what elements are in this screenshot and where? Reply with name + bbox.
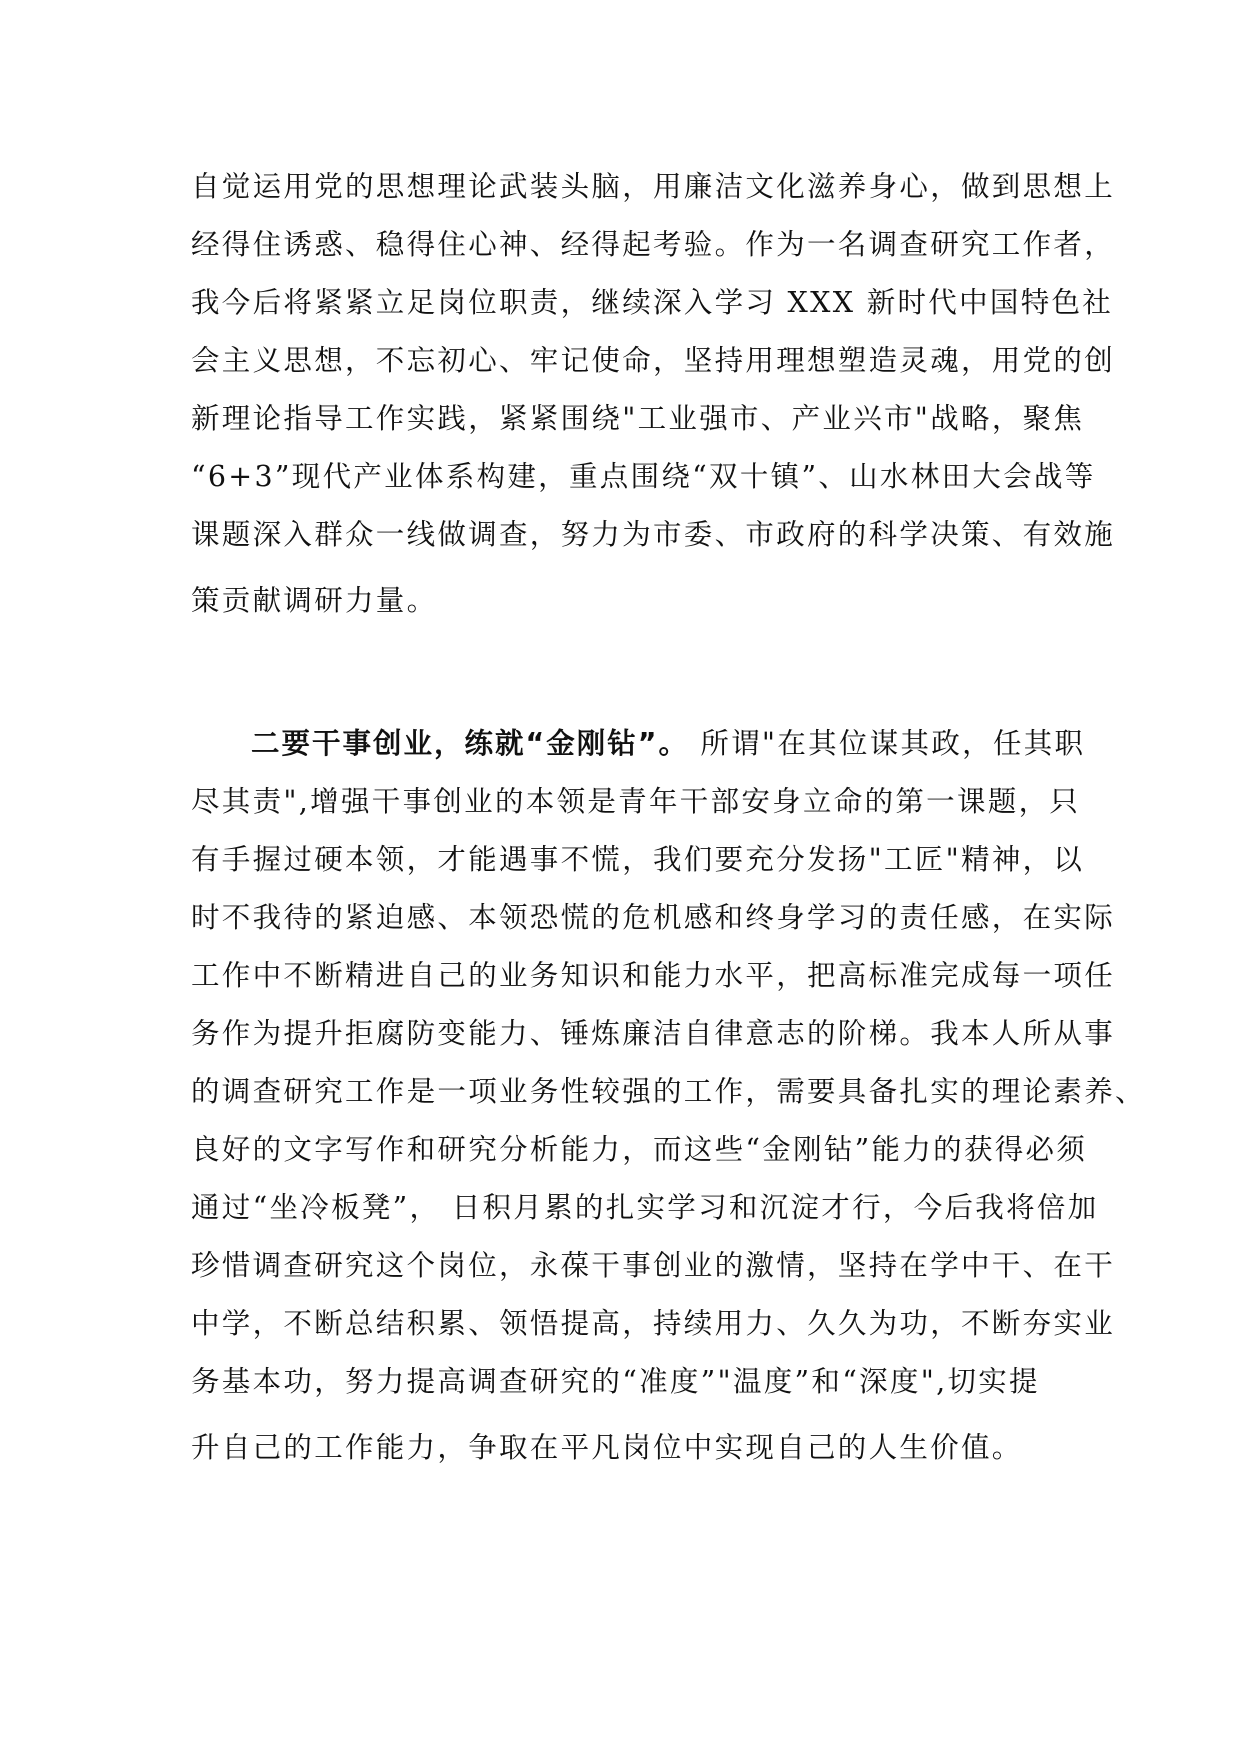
- paragraph-1: [191, 158, 1116, 630]
- text-line: 尽其责",增强干事创业的本领是青年干部安身立命的第一课题，只: [191, 785, 1081, 818]
- text-line: 时不我待的紧迫感、本领恐慌的危机感和终身学习的责任感，在实际: [191, 901, 1116, 934]
- text-line: 会主义思想，不忘初心、牢记使命，坚持用理想塑造灵魂，用党的创: [191, 344, 1116, 377]
- text-line: 的调查研究工作是一项业务性较强的工作，需要具备扎实的理论素养、: [191, 1075, 1146, 1108]
- paragraph-lead-heading: 二要干事创业，练就“金刚钻”。: [251, 727, 689, 760]
- text-line: 我今后将紧紧立足岗位职责，继续深入学习 XXX 新时代中国特色社: [191, 286, 1114, 319]
- text-line: 工作中不断精进自己的业务知识和能力水平，把高标准完成每一项任: [191, 959, 1116, 992]
- text-line: 升自己的工作能力，争取在平凡岗位中实现自己的人生价值。: [191, 1431, 1023, 1464]
- text-line: 务基本功，努力提高调查研究的“准度”"温度”和“深度",切实提: [191, 1365, 1040, 1398]
- text-line: 有手握过硬本领，才能遇事不慌，我们要充分发扬"工匠"精神，以: [191, 843, 1085, 876]
- text-line: 策贡献调研力量。: [191, 584, 438, 617]
- text-line-first: [191, 715, 1086, 773]
- paragraph-2: [191, 715, 1146, 1477]
- text-line: 自觉运用党的思想理论武装头脑，用廉洁文化滋养身心，做到思想上: [191, 170, 1116, 203]
- text-line: 务作为提升拒腐防变能力、锤炼廉洁自律意志的阶梯。我本人所从事: [191, 1017, 1116, 1050]
- text-line: 课题深入群众一线做调查，努力为市委、市政府的科学决策、有效施: [191, 518, 1116, 551]
- text-line: “6+3”现代产业体系构建，重点围绕“双十镇”、山水林田大会战等: [191, 460, 1096, 493]
- first-line-text: 所谓"在其位谋其政，任其职: [688, 727, 1086, 760]
- text-line: 通过“坐冷板凳”， 日积月累的扎实学习和沉淀才行，今后我将倍加: [191, 1191, 1099, 1224]
- text-line: 中学，不断总结积累、领悟提高，持续用力、久久为功，不断夯实业: [191, 1307, 1116, 1340]
- text-line: 新理论指导工作实践，紧紧围绕"工业强市、产业兴市"战略，聚焦: [191, 402, 1085, 435]
- text-line: 经得住诱惑、稳得住心神、经得起考验。作为一名调查研究工作者，: [191, 228, 1116, 261]
- text-line: 珍惜调查研究这个岗位，永葆干事创业的激情，坚持在学中干、在干: [191, 1249, 1116, 1282]
- text-line: 良好的文字写作和研究分析能力，而这些“金刚钻”能力的获得必须: [191, 1133, 1088, 1166]
